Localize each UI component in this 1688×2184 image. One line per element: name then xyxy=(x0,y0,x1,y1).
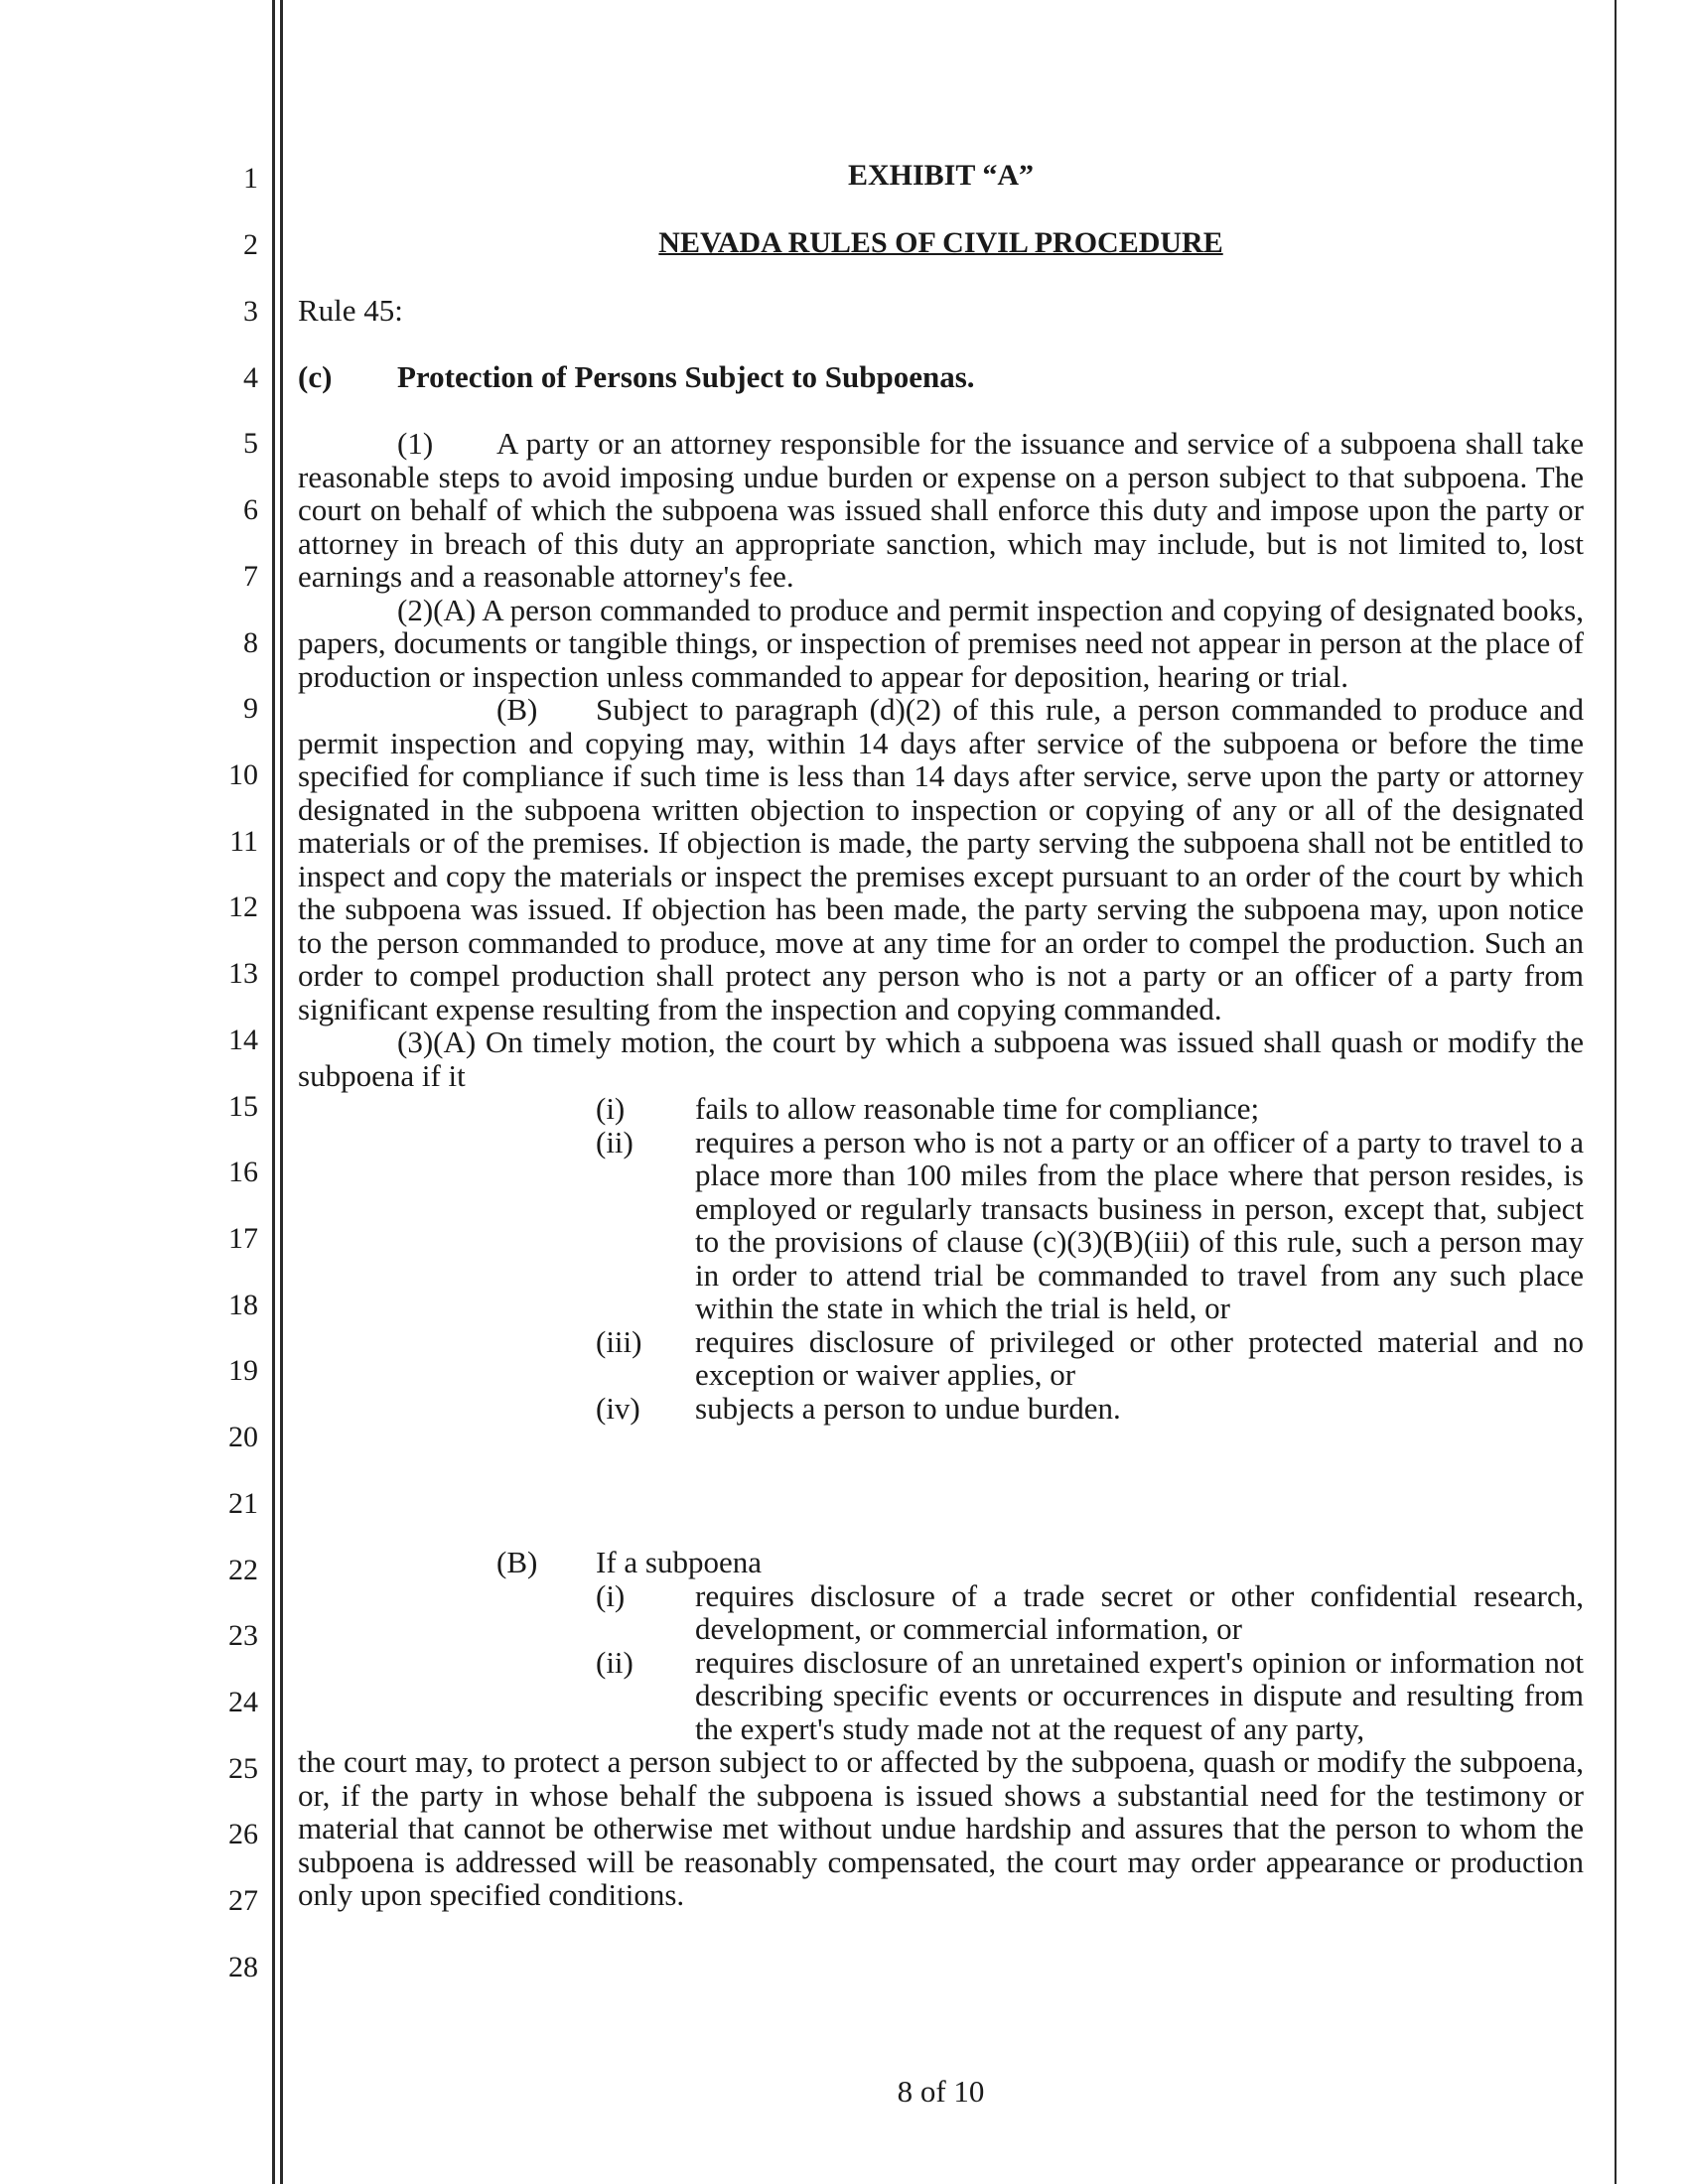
paragraph-2b xyxy=(298,693,1584,1025)
section-heading xyxy=(298,360,975,394)
line-number: 9 xyxy=(243,692,258,725)
list-item-label: (iii) xyxy=(596,1323,642,1359)
list-item xyxy=(298,1092,1584,1126)
line-number: 23 xyxy=(228,1619,258,1652)
paragraph-3a-label: (3)(A) xyxy=(397,1024,477,1059)
rules-title xyxy=(298,226,1584,260)
exhibit-title: EXHIBIT “A” xyxy=(847,159,1034,192)
paragraph-3b-label: (B) xyxy=(496,1545,538,1579)
page-number: 8 of 10 xyxy=(897,2074,985,2109)
line-number: 6 xyxy=(243,493,258,526)
line-number: 24 xyxy=(228,1686,258,1718)
line-number: 16 xyxy=(228,1156,258,1188)
line-number: 10 xyxy=(228,758,258,791)
section-title: Protection of Persons Subject to Subpoenas. xyxy=(397,359,975,394)
line-number: 7 xyxy=(243,560,258,593)
line-number: 12 xyxy=(228,890,258,923)
paragraph-1-text: A party or an attorney responsible for the issuance and service of a subpoena shall take reasonable steps to avoid imposing undue burden or expense on a person subject to that subpoena. The court on behalf of which the subpoena was issued shall enforce this duty and impose upon the party or attorney in breach of this duty an appropriate sanction, which may include, but is not limited to, lost earnings and a reasonable attorney's fee. xyxy=(298,426,1584,594)
line-number: 22 xyxy=(228,1554,258,1586)
paragraph-3a xyxy=(298,1025,1584,1092)
left-margin-rule xyxy=(272,0,275,2184)
list-item-label: (ii) xyxy=(596,1124,633,1160)
paragraph-3b-text: If a subpoena xyxy=(596,1545,762,1579)
paragraphs-1-3a xyxy=(298,427,1584,1425)
line-number: 11 xyxy=(229,825,258,858)
line-number: 20 xyxy=(228,1421,258,1453)
list-item xyxy=(298,1392,1584,1426)
line-number: 18 xyxy=(228,1289,258,1321)
line-number: 1 xyxy=(243,162,258,195)
list-item-text: requires disclosure of a trade secret or other confidential research, development, or commercial information, or xyxy=(695,1577,1584,1646)
paragraph-2a xyxy=(298,594,1584,694)
paragraph-1-label: (1) xyxy=(397,426,434,461)
rule-label: Rule 45: xyxy=(298,293,403,328)
list-item-text: subjects a person to undue burden. xyxy=(695,1390,1121,1426)
line-number: 26 xyxy=(228,1818,258,1850)
list-item-text: requires a person who is not a party or an officer of a party to travel to a place more than 100 miles from the place where that person resides, is employed or regularly transacts business in person, except that, subject to the provisions of clause (c)(3)(B)(iii) of this rule, such a person may in order to attend trial be commanded to travel from any such place within the state in which the trial is held, or xyxy=(695,1124,1584,1325)
list-item-label: (iv) xyxy=(596,1390,640,1426)
line-number: 17 xyxy=(228,1222,258,1255)
line-number: 19 xyxy=(228,1354,258,1387)
line-number: 14 xyxy=(228,1024,258,1056)
line-number: 4 xyxy=(243,361,258,394)
list-item-text: requires disclosure of privileged or other protected material and no exception or waiver applies, or xyxy=(695,1323,1584,1392)
paragraph-3b xyxy=(298,1546,1584,1579)
paragraph-3a-text: On timely motion, the court by which a subpoena was issued shall quash or modify the subpoena if it xyxy=(298,1024,1585,1093)
line-number: 8 xyxy=(243,626,258,659)
paragraph-2a-label: (2)(A) xyxy=(397,592,477,627)
line-number: 21 xyxy=(228,1487,258,1520)
line-number: 2 xyxy=(243,228,258,261)
list-item-label: (i) xyxy=(596,1577,626,1613)
paragraph-2b-text: Subject to paragraph (d)(2) of this rule, a person commanded to produce and permit inspection and copying may, within 14 days after service of the subpoena or before the time specified for compliance if such time is less than 14 days after service, serve upon the party or attorney designated in the subpoena written objection to inspection or copying of any or all of the designated materials or of the premises. If objection is made, the party serving the subpoena shall not be entitled to inspect and copy the materials or inspect the premises except pursuant to an order of the court by which the subpoena was issued. If objection has been made, the party serving the subpoena may, upon notice to the person commanded to produce, move at any time for an order to compel the production. Such an order to compel production shall protect any person who is not a party or an officer of a party from significant expense resulting from the inspection and copying commanded. xyxy=(298,692,1584,1026)
list-item-label: (i) xyxy=(596,1091,626,1126)
list-item xyxy=(298,1126,1584,1325)
line-number: 3 xyxy=(243,295,258,328)
list-item xyxy=(298,1579,1584,1646)
right-margin-rule xyxy=(1615,0,1617,2184)
list-item-text: requires disclosure of an unretained expert's opinion or information not describing specific events or occurrences in dispute and resulting from the expert's study made not at the request of any party, xyxy=(695,1644,1584,1746)
line-number: 27 xyxy=(228,1884,258,1917)
line-number: 13 xyxy=(228,957,258,990)
list-item-label: (ii) xyxy=(596,1644,633,1680)
paragraph-2a-text: A person commanded to produce and permit inspection and copying of designated books, papers, documents or tangible things, or inspection of premises need not appear in person at the place of production or inspection unless commanded to appear for deposition, hearing or trial. xyxy=(298,592,1584,694)
paragraph-3b-conclusion: the court may, to protect a person subject to or affected by the subpoena, quash or modify the subpoena, or, if the party in whose behalf the subpoena is issued shows a substantial need for the testimony or material that cannot be otherwise met without undue hardship and assures that the person to whom the subpoena is addressed will be reasonably compensated, the court may order appearance or production only upon specified conditions. xyxy=(298,1744,1584,1912)
line-number: 25 xyxy=(228,1752,258,1785)
line-number: 15 xyxy=(228,1090,258,1123)
paragraph-1 xyxy=(298,427,1584,594)
paragraph-2b-label: (B) xyxy=(496,692,538,727)
list-item xyxy=(298,1646,1584,1746)
section-label: (c) xyxy=(298,359,333,394)
list-item xyxy=(298,1325,1584,1392)
paragraph-3b-block xyxy=(298,1546,1584,1912)
line-number: 28 xyxy=(228,1951,258,1983)
rules-title-text: NEVADA RULES OF CIVIL PROCEDURE xyxy=(658,226,1223,259)
list-item-text: fails to allow reasonable time for compliance; xyxy=(695,1091,1260,1126)
left-margin-rule-inner xyxy=(280,0,283,2184)
line-number: 5 xyxy=(243,427,258,460)
